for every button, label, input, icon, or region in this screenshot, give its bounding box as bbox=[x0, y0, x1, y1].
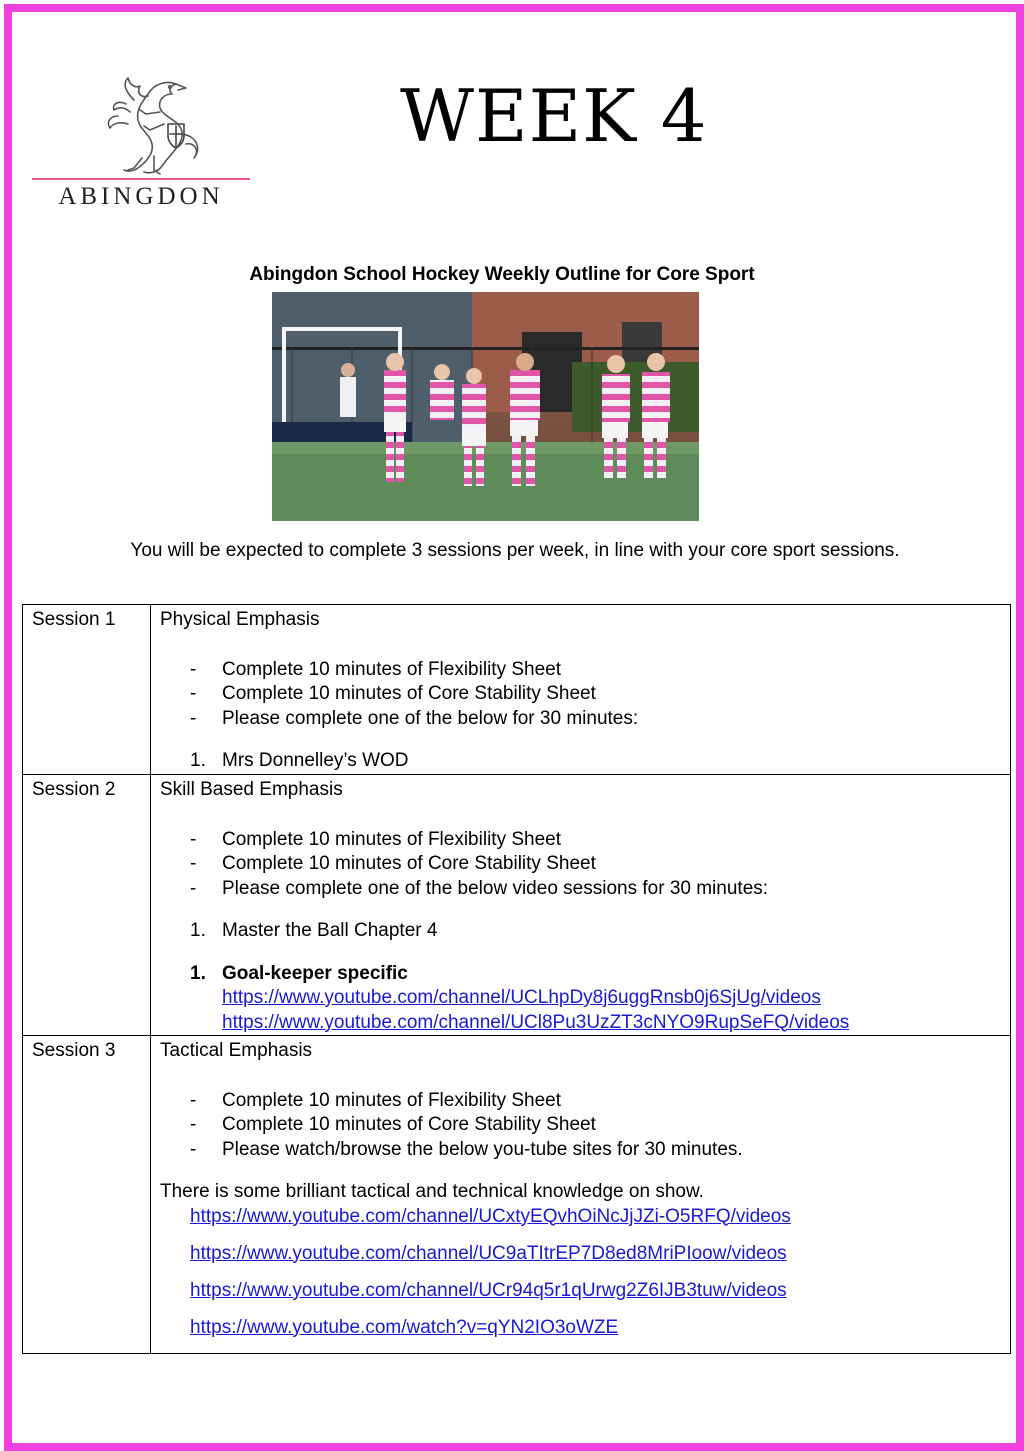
youtube-link[interactable]: https://www.youtube.com/channel/UCxtyEQvhOiNcJjJZi-O5RFQ/videos bbox=[190, 1205, 791, 1227]
session-heading: Physical Emphasis bbox=[160, 609, 320, 630]
intro-text: You will be expected to complete 3 sessions per week, in line with your core sport sessions. bbox=[130, 540, 900, 561]
list-item: - Complete 10 minutes of Flexibility Sheet bbox=[160, 658, 1010, 683]
session-paragraph: There is some brilliant tactical and technical knowledge on show. bbox=[160, 1181, 704, 1202]
logo-wordmark: ABINGDON bbox=[58, 183, 224, 210]
list-item: - Please complete one of the below video sessions for 30 minutes: bbox=[160, 877, 1010, 902]
list-item: - Please watch/browse the below you-tube sites for 30 minutes. bbox=[160, 1138, 1010, 1163]
list-item: - Please complete one of the below for 30 minutes: bbox=[160, 707, 1010, 732]
session-label: Session 2 bbox=[23, 775, 151, 1036]
list-item: - Complete 10 minutes of Flexibility Sheet bbox=[160, 1089, 1010, 1114]
youtube-link[interactable]: https://www.youtube.com/channel/UCl8Pu3UzZT3cNYO9RupSeFQ/videos bbox=[222, 1011, 850, 1033]
session-content bbox=[151, 775, 1011, 1036]
numbered-item: 1. Master the Ball Chapter 4 bbox=[190, 920, 438, 941]
session-heading: Tactical Emphasis bbox=[160, 1040, 313, 1061]
session-content bbox=[151, 605, 1011, 775]
logo-rule bbox=[32, 178, 250, 180]
numbered-item: 1. Mrs Donnelley’s WOD bbox=[190, 750, 409, 771]
list-item: - Complete 10 minutes of Core Stability Sheet bbox=[160, 1113, 1010, 1138]
session-label: Session 3 bbox=[23, 1036, 151, 1354]
page-title: WEEK 4 bbox=[400, 74, 708, 158]
youtube-link[interactable]: https://www.youtube.com/channel/UCLhpDy8j6uggRnsb0j6SjUg/videos bbox=[222, 987, 821, 1008]
sessions-table bbox=[22, 604, 1011, 1354]
session-heading: Skill Based Emphasis bbox=[160, 779, 343, 800]
table-row bbox=[23, 605, 1011, 775]
list-item: - Complete 10 minutes of Core Stability Sheet bbox=[160, 852, 1010, 877]
bullet-list bbox=[160, 1089, 1010, 1163]
youtube-link[interactable]: https://www.youtube.com/channel/UCr94q5r1qUrwg2Z6IJB3tuw/videos bbox=[190, 1279, 787, 1301]
abingdon-logo bbox=[30, 74, 252, 210]
session-label: Session 1 bbox=[23, 605, 151, 775]
table-row bbox=[23, 775, 1011, 1036]
hockey-team-photo bbox=[272, 292, 699, 521]
bullet-list bbox=[160, 828, 1010, 902]
link-list bbox=[160, 1205, 1010, 1341]
youtube-link[interactable]: https://www.youtube.com/watch?v=qYN2IO3oWZE bbox=[190, 1316, 619, 1338]
table-row bbox=[23, 1036, 1011, 1354]
griffin-crest-icon bbox=[30, 74, 252, 178]
bullet-list bbox=[160, 658, 1010, 732]
numbered-item: 1. Goal-keeper specific bbox=[190, 962, 408, 984]
document-subtitle: Abingdon School Hockey Weekly Outline for Core Sport bbox=[249, 264, 755, 285]
session-content bbox=[151, 1036, 1011, 1354]
youtube-link[interactable]: https://www.youtube.com/channel/UC9aTItrEP7D8ed8MriPIoow/videos bbox=[190, 1242, 787, 1264]
list-item: - Complete 10 minutes of Core Stability Sheet bbox=[160, 682, 1010, 707]
list-item: - Complete 10 minutes of Flexibility Sheet bbox=[160, 828, 1010, 853]
